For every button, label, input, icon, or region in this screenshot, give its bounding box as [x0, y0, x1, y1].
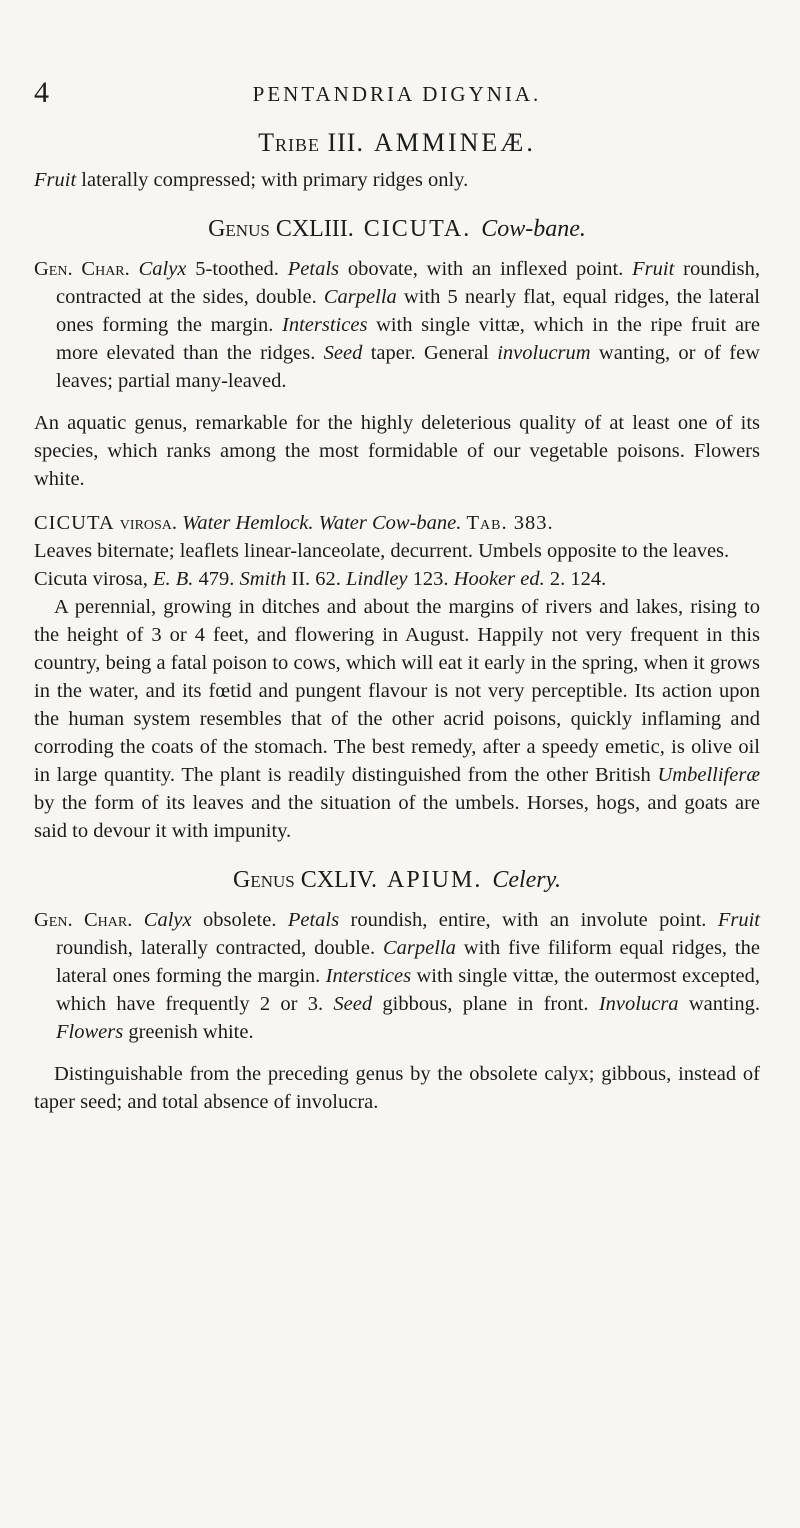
tribe-name: AMMINEÆ.: [373, 128, 536, 157]
term-fruit: Fruit: [34, 169, 77, 191]
generic-character-cicuta: Gen. Char. Calyx 5-toothed. Petals obovate, with an inflexed point. Fruit roundish, contracted at the sides, double. Carpella with 5 nearly flat, equal ridges, the lateral ones forming the margin. Interstices with single vittæ, which in the ripe fruit are more elevated than the ridges. Seed taper. General involucrum wanting, or of few leaves; partial many-leaved.: [34, 258, 761, 392]
genus-name: APIUM.: [386, 867, 483, 893]
genus-label: Genus CXLIII.: [208, 216, 354, 242]
genus-description-cicuta: An aquatic genus, remarkable for the highly deleterious quality of at least one of its species, which ranks among the most formidable of our vegetable poisons. Flowers white.: [34, 412, 760, 490]
running-head: PENTANDRIA DIGYNIA.: [252, 82, 542, 106]
species-diagnosis: Leaves biternate; leaflets linear-lanceolate, decurrent. Umbels opposite to the leaves.: [34, 540, 730, 562]
species-heading: CICUTA virosa. Water Hemlock. Water Cow-bane. Tab. 383.: [34, 512, 554, 534]
plate-reference: Tab. 383.: [466, 512, 554, 534]
generic-character-apium: Gen. Char. Calyx obsolete. Petals roundish, entire, with an involute point. Fruit roundish, laterally contracted, double. Carpella with five filiform equal ridges, the lateral ones forming the margin. Interstices with single vittæ, the outermost excepted, which have frequently 2 or 3. Seed gibbous, plane in front. Involucra wanting. Flowers greenish white.: [34, 909, 760, 1043]
genus-heading-cicuta: [34, 216, 760, 243]
genus-description-apium: Distinguishable from the preceding genus by the obsolete calyx; gibbous, instead of taper seed; and total absence of involucra.: [34, 1063, 760, 1113]
genus-name: CICUTA.: [363, 216, 472, 242]
genus-label: Genus CXLIV.: [233, 867, 377, 893]
genus-common-name: Cow-bane.: [481, 216, 586, 242]
tribe-heading: [34, 128, 760, 158]
genus-common-name: Celery.: [492, 867, 561, 893]
tribe-description: Fruit laterally compressed; with primary ridges only.: [34, 169, 469, 191]
genus-heading-apium: [34, 867, 760, 894]
species-synonymy: Cicuta virosa, E. B. 479. Smith II. 62. Lindley 123. Hooker ed. 2. 124.: [34, 568, 607, 590]
book-page: [0, 78, 800, 1528]
tribe-label: Tribe III.: [258, 128, 364, 157]
page-number: 4: [34, 76, 49, 109]
species-description: A perennial, growing in ditches and about the margins of rivers and lakes, rising to the height of 3 or 4 feet, and flowering in August. Happily not very frequent in this country, being a fatal poison to cows, which will eat it early in the spring, when it grows in the water, and its fœtid and pungent flavour is not very perceptible. Its action upon the human system resembles that of the other acrid poisons, quickly inflaming and corroding the coats of the stomach. The best remedy, after a speedy emetic, is olive oil in large quantity. The plant is readily distinguished from the other British Umbelliferæ by the form of its leaves and the situation of the umbels. Horses, hogs, and goats are said to devour it with impunity.: [34, 596, 760, 842]
page-header: [34, 78, 760, 124]
